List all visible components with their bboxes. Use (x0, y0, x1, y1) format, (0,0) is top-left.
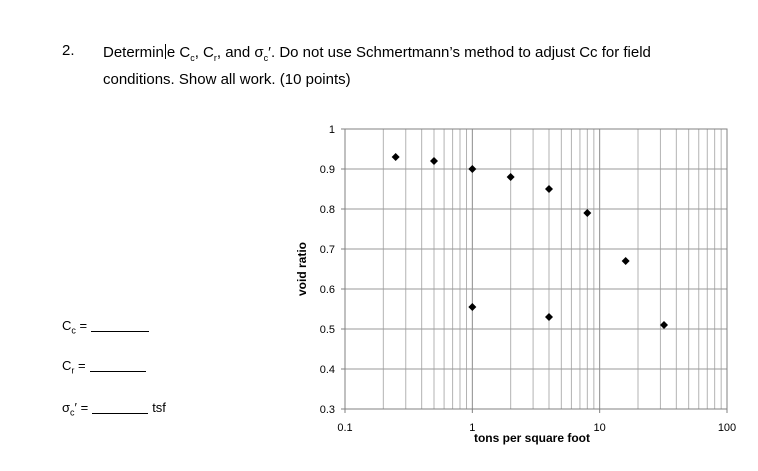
x-tick-label: 100 (717, 422, 737, 434)
y-tick-label: 0.5 (319, 324, 335, 336)
data-point (622, 257, 630, 265)
y-axis-label: void ratio (295, 241, 309, 297)
sigma-answer: $\sigma_c'$ = tsf (62, 400, 166, 418)
data-point (468, 303, 476, 311)
y-tick-label: 0.4 (319, 364, 335, 376)
x-axis-label: tons per square foot (473, 431, 591, 445)
x-tick-label: 1 (469, 422, 476, 434)
x-tick-label: 10 (593, 422, 606, 434)
data-point (507, 173, 515, 181)
data-point (392, 153, 400, 161)
plot-area-frame (345, 129, 727, 409)
y-tick-label: 0.7 (319, 244, 335, 256)
data-point (545, 313, 553, 321)
data-point (468, 165, 476, 173)
y-tick-label: 0.6 (319, 284, 335, 296)
data-point (545, 185, 553, 193)
axis-labels (295, 242, 590, 445)
question-line-2: conditions. Show all work. (10 points) (103, 71, 351, 88)
y-tick-label: 0.3 (319, 404, 335, 416)
cr-answer: $C_r$ = (62, 358, 146, 376)
data-points (392, 153, 668, 329)
axes (320, 124, 736, 434)
question-number: 2. (62, 42, 75, 59)
cc-answer: $C_c$ = (62, 318, 149, 336)
minor-gridlines (383, 129, 721, 409)
data-point (660, 321, 668, 329)
data-point (583, 209, 591, 217)
y-tick-label: 0.9 (319, 164, 335, 176)
y-tick-label: 1 (328, 124, 335, 136)
x-tick-label: 0.1 (337, 422, 353, 434)
y-tick-label: 0.8 (319, 204, 335, 216)
major-gridlines (345, 129, 727, 409)
data-point (430, 157, 438, 165)
question-line-1: Determin e $C_c$, $C_r$, and $\sigma_c'$. Do not use Schmertmann’s method to adjust Cc for field (103, 44, 651, 63)
